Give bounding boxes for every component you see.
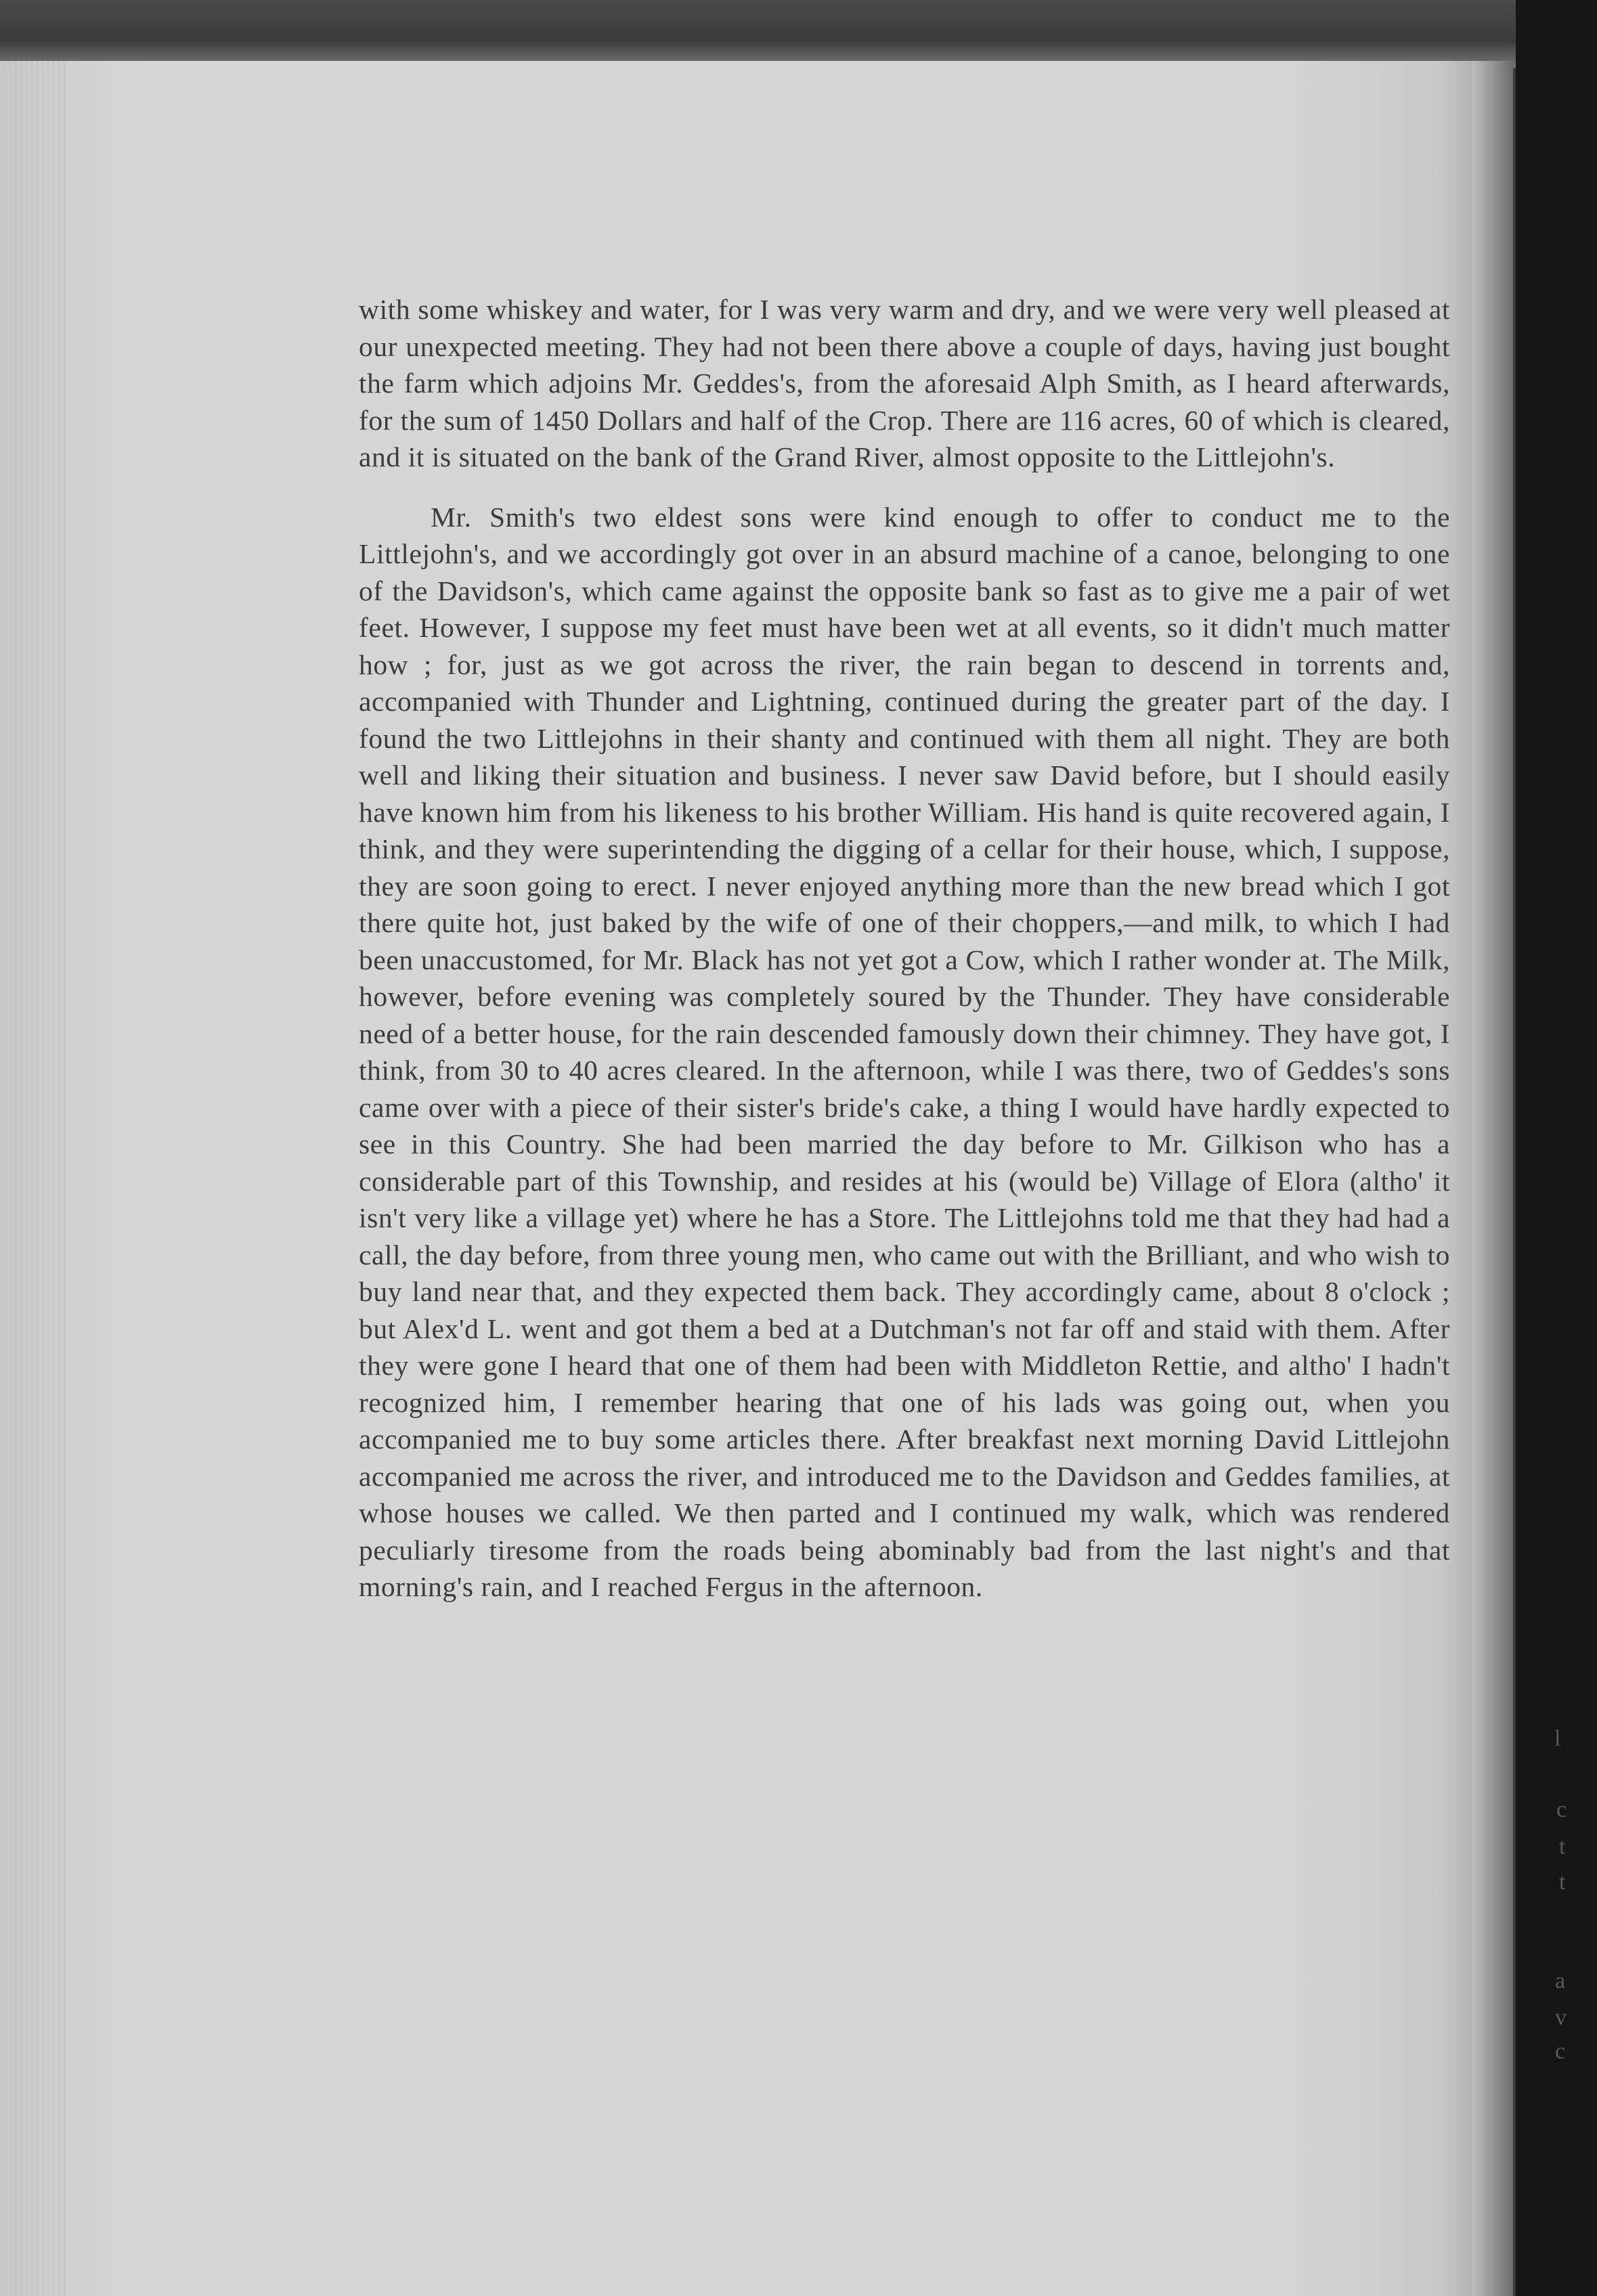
body-text — [359, 291, 1450, 1606]
scan-top-edge — [0, 0, 1597, 68]
edge-fragment: l — [1554, 1726, 1561, 1751]
edge-fragment: t — [1559, 1834, 1566, 1859]
edge-fragment: c — [1555, 2039, 1566, 2064]
scan-background — [1516, 0, 1597, 2296]
edge-fragment: v — [1555, 2005, 1567, 2030]
edge-fragment: t — [1559, 1870, 1566, 1895]
edge-fragment: c — [1556, 1797, 1567, 1822]
page-gutter — [0, 61, 68, 2296]
page-right-edge — [1472, 61, 1513, 2296]
paragraph-2: Mr. Smith's two eldest sons were kind enough to offer to conduct me to the Littlejohn's, and we accordingly got over in an absurd machine of a canoe, belonging to one of the Davidson's, which came against the opposite bank so fast as to give me a pair of wet feet. However, I suppose my feet must have been wet at all events, so it didn't much matter how ; for, just as we got across the river, the rain began to descend in torrents and, accompanied with Thunder and Lightning, continued during the greater part of the day. I found the two Littlejohns in their shanty and continued with them all night. They are both well and liking their situation and business. I never saw David before, but I should easily have known him from his likeness to his brother William. His hand is quite recovered again, I think, and they were superintending the digging of a cellar for their house, which, I suppose, they are soon going to erect. I never enjoyed anything more than the new bread which I got there quite hot, just baked by the wife of one of their choppers,—and milk, to which I had been unaccustomed, for Mr. Black has not yet got a Cow, which I rather wonder at. The Milk, however, before evening was completely soured by the Thunder. They have considerable need of a better house, for the rain descended famously down their chimney. They have got, I think, from 30 to 40 acres cleared. In the afternoon, while I was there, two of Geddes's sons came over with a piece of their sister's bride's cake, a thing I would have hardly expected to see in this Country. She had been married the day before to Mr. Gilkison who has a considerable part of this Township, and resides at his (would be) Village of Elora (altho' it isn't very like a village yet) where he has a Store. The Littlejohns told me that they had had a call, the day before, from three young men, who came out with the Brilliant, and who wish to buy land near that, and they expected them back. They accordingly came, about 8 o'clock ; but Alex'd L. went and got them a bed at a Dutchman's not far off and staid with them. After they were gone I heard that one of them had been with Middleton Rettie, and altho' I hadn't recognized him, I remember hearing that one of his lads was going out, when you accompanied me to buy some articles there. After breakfast next morning David Littlejohn accompanied me across the river, and introduced me to the Davidson and Geddes families, at whose houses we called. We then parted and I continued my walk, which was rendered peculiarly tiresome from the roads being abominably bad from the last night's and that morning's rain, and I reached Fergus in the afternoon. — [359, 501, 1450, 1602]
paragraph-1: with some whiskey and water, for I was very warm and dry, and we were very well pleased at our unexpected meeting. They had not been there above a couple of days, having just bought the farm which adjoins Mr. Geddes's, from the aforesaid Alph Smith, as I heard afterwards, for the sum of 1450 Dollars and half of the Crop. There are 116 acres, 60 of which is cleared, and it is situated on the bank of the Grand River, almost opposite to the Littlejohn's. — [359, 294, 1450, 472]
edge-fragment: a — [1555, 1968, 1566, 1993]
